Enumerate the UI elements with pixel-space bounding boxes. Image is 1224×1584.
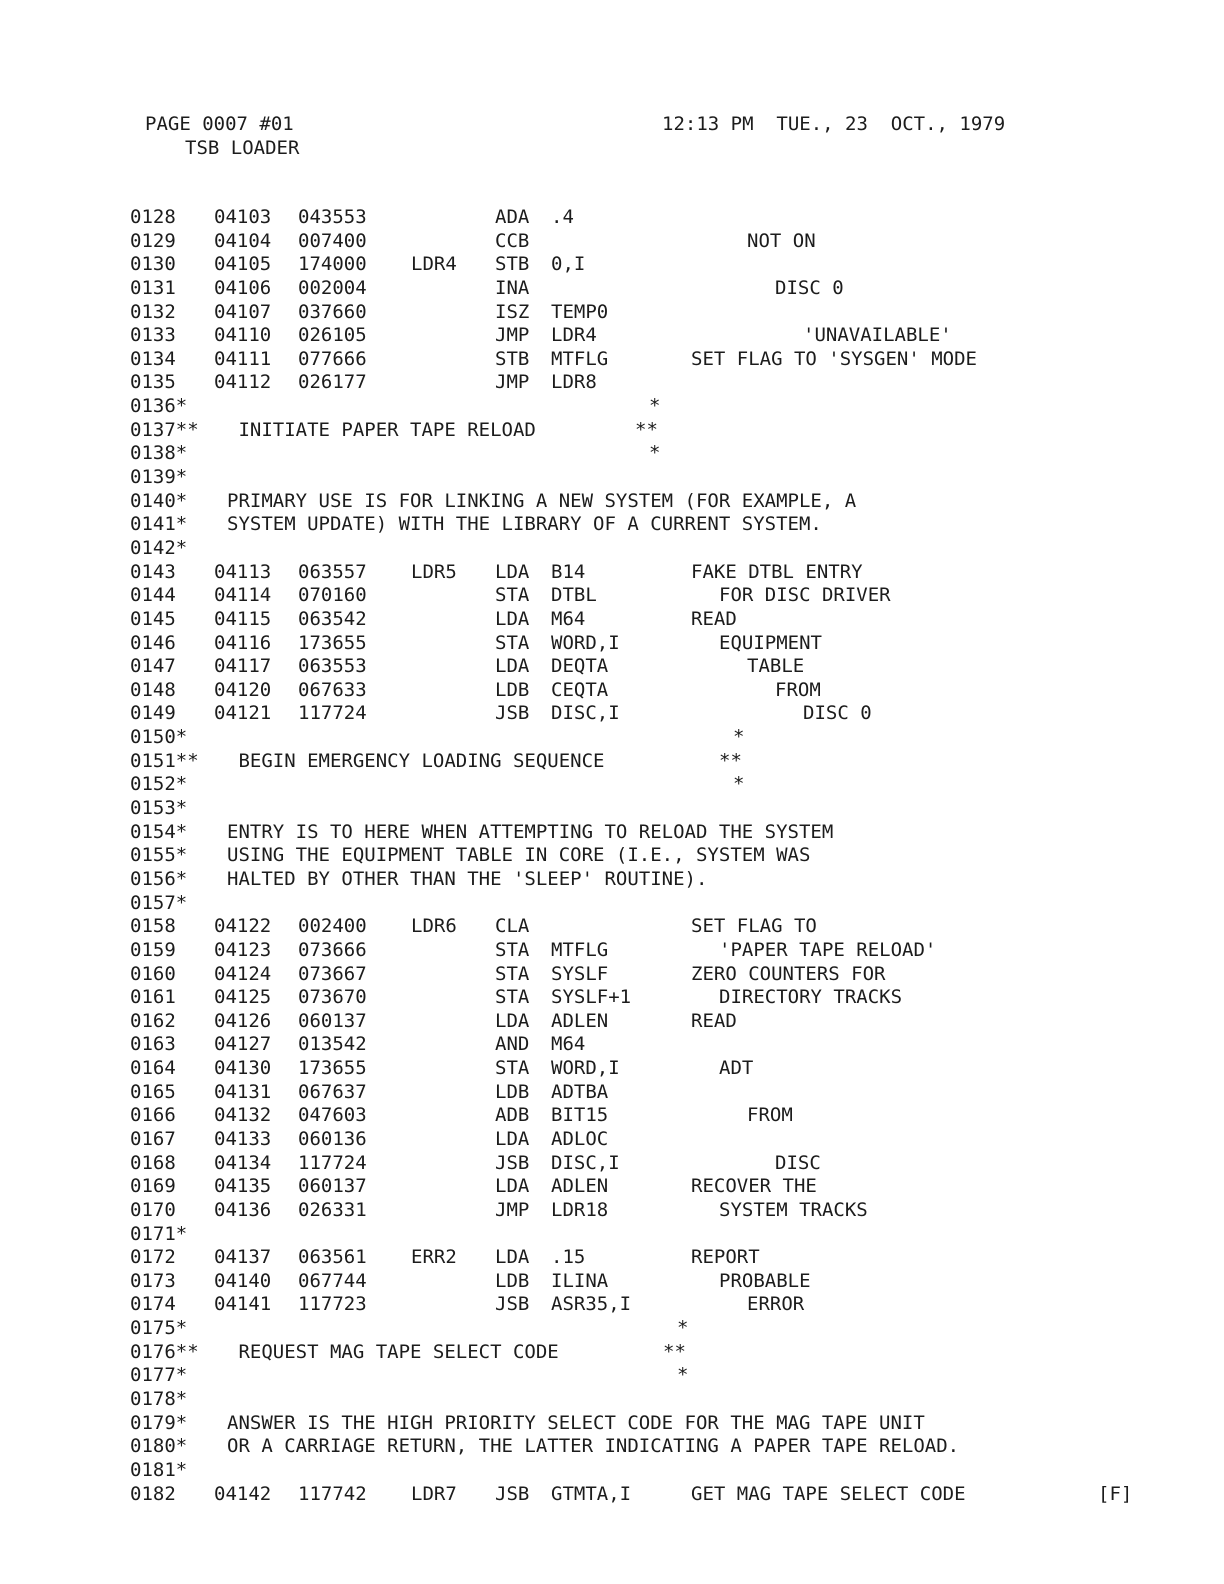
listing-line	[130, 844, 1130, 868]
listing-line	[130, 821, 1130, 845]
memory-address: 04113	[214, 560, 272, 583]
line-number: 0155*	[130, 844, 188, 867]
opcode: ADB	[495, 1104, 530, 1127]
comment-text: ANSWER IS THE HIGH PRIORITY SELECT CODE FOR THE MAG TAPE UNIT	[227, 1411, 925, 1434]
listing-line	[130, 253, 1130, 277]
line-number: 0180*	[130, 1435, 188, 1458]
line-number: 0150*	[130, 726, 188, 749]
line-number: 0166	[130, 1104, 176, 1127]
line-comment: READ	[691, 607, 737, 630]
memory-address: 04117	[214, 655, 272, 678]
operand: ADLEN	[551, 1009, 609, 1032]
line-number: 0182	[130, 1482, 176, 1505]
object-code: 077666	[298, 347, 367, 370]
line-number: 0144	[130, 584, 176, 607]
memory-address: 04120	[214, 678, 272, 701]
operand: M64	[551, 1033, 586, 1056]
memory-address: 04132	[214, 1104, 272, 1127]
memory-address: 04115	[214, 607, 272, 630]
line-number: 0137**	[130, 418, 199, 441]
assembly-listing	[130, 206, 1133, 1506]
line-comment: 'PAPER TAPE RELOAD'	[719, 938, 937, 961]
line-number: 0168	[130, 1151, 176, 1174]
memory-address: 04127	[214, 1033, 272, 1056]
object-code: 067637	[298, 1080, 367, 1103]
header-row-top	[145, 112, 1085, 136]
page-header	[145, 112, 1085, 160]
object-code: 060137	[298, 1009, 367, 1032]
listing-line	[130, 230, 1130, 254]
listing-line	[130, 750, 1130, 774]
line-comment: DISC	[775, 1151, 821, 1174]
listing-line	[130, 655, 1130, 679]
listing-line	[130, 1435, 1130, 1459]
line-number: 0136*	[130, 395, 188, 418]
listing-line	[130, 1199, 1130, 1223]
listing-line	[130, 1128, 1130, 1152]
listing-line	[130, 1459, 1130, 1483]
memory-address: 04126	[214, 1009, 272, 1032]
opcode: ISZ	[495, 300, 530, 323]
comment-text: REQUEST MAG TAPE SELECT CODE	[227, 1340, 559, 1363]
opcode: JMP	[495, 1198, 530, 1221]
line-comment: TABLE	[747, 655, 805, 678]
line-number: 0169	[130, 1175, 176, 1198]
listing-line	[130, 726, 1130, 750]
operand: .15	[551, 1246, 586, 1269]
operand: MTFLG	[551, 347, 609, 370]
operand: DISC,I	[551, 1151, 620, 1174]
memory-address: 04131	[214, 1080, 272, 1103]
line-number: 0159	[130, 938, 176, 961]
object-code: 002400	[298, 915, 367, 938]
opcode: JSB	[495, 1293, 530, 1316]
memory-address: 04125	[214, 986, 272, 1009]
listing-line	[130, 371, 1130, 395]
line-number: 0157*	[130, 891, 188, 914]
operand: ASR35,I	[551, 1293, 632, 1316]
operand: LDR18	[551, 1198, 609, 1221]
line-comment: EQUIPMENT	[719, 631, 822, 654]
listing-line	[130, 1293, 1130, 1317]
line-comment: SYSTEM TRACKS	[719, 1198, 868, 1221]
line-number: 0138*	[130, 442, 188, 465]
opcode: LDB	[495, 678, 530, 701]
line-number: 0130	[130, 253, 176, 276]
comment-text: OR A CARRIAGE RETURN, THE LATTER INDICATING A PAPER TAPE RELOAD.	[227, 1435, 960, 1458]
opcode: JSB	[495, 702, 530, 725]
object-code: 026105	[298, 324, 367, 347]
line-number: 0143	[130, 560, 176, 583]
symbol-label: LDR7	[411, 1482, 457, 1505]
comment-text: INITIATE PAPER TAPE RELOAD	[227, 418, 536, 441]
object-code: 173655	[298, 1057, 367, 1080]
listing-line	[130, 442, 1130, 466]
opcode: LDA	[495, 1246, 530, 1269]
line-comment: PROBABLE	[719, 1269, 811, 1292]
opcode: JMP	[495, 371, 530, 394]
object-code: 060137	[298, 1175, 367, 1198]
comment-stars: **	[663, 1340, 686, 1363]
line-number: 0173	[130, 1269, 176, 1292]
object-code: 067633	[298, 678, 367, 701]
listing-line	[130, 632, 1130, 656]
listing-line	[130, 561, 1130, 585]
memory-address: 04103	[214, 206, 272, 228]
opcode: STA	[495, 584, 530, 607]
opcode: LDB	[495, 1080, 530, 1103]
line-comment: DISC 0	[775, 276, 844, 299]
line-number: 0163	[130, 1033, 176, 1056]
listing-line	[130, 963, 1130, 987]
memory-address: 04106	[214, 276, 272, 299]
line-number: 0152*	[130, 773, 188, 796]
memory-address: 04135	[214, 1175, 272, 1198]
listing-line	[130, 608, 1130, 632]
listing-line	[130, 1412, 1130, 1436]
comment-stars: *	[677, 1364, 689, 1387]
listing-line	[130, 1270, 1130, 1294]
line-number: 0176**	[130, 1340, 199, 1363]
line-comment: SET FLAG TO 'SYSGEN' MODE	[691, 347, 977, 370]
line-comment: FROM	[747, 1104, 793, 1127]
line-number: 0171*	[130, 1222, 188, 1245]
operand: WORD,I	[551, 1057, 620, 1080]
opcode: LDA	[495, 1127, 530, 1150]
page-marker: [F]	[1098, 1482, 1133, 1505]
line-number: 0139*	[130, 466, 188, 489]
opcode: STA	[495, 631, 530, 654]
line-number: 0148	[130, 678, 176, 701]
operand: .4	[551, 206, 574, 228]
line-comment: REPORT	[691, 1246, 760, 1269]
memory-address: 04134	[214, 1151, 272, 1174]
listing-line	[130, 892, 1130, 916]
line-comment: SET FLAG TO	[691, 915, 817, 938]
line-number: 0164	[130, 1057, 176, 1080]
comment-text: SYSTEM UPDATE) WITH THE LIBRARY OF A CURRENT SYSTEM.	[227, 513, 822, 536]
listing-line	[130, 1246, 1130, 1270]
line-number: 0178*	[130, 1388, 188, 1411]
listing-line	[130, 1152, 1130, 1176]
opcode: STB	[495, 253, 530, 276]
object-code: 043553	[298, 206, 367, 228]
line-number: 0167	[130, 1127, 176, 1150]
listing-line	[130, 1081, 1130, 1105]
object-code: 002004	[298, 276, 367, 299]
listing-line	[130, 1033, 1130, 1057]
listing-line	[130, 348, 1130, 372]
comment-stars: *	[677, 1317, 689, 1340]
operand: SYSLF	[551, 962, 609, 985]
listing-line	[130, 1175, 1130, 1199]
print-timestamp: 12:13 PM TUE., 23 OCT., 1979	[662, 113, 1006, 135]
line-comment: ADT	[719, 1057, 754, 1080]
memory-address: 04133	[214, 1127, 272, 1150]
listing-line	[130, 1223, 1130, 1247]
line-number: 0170	[130, 1198, 176, 1221]
line-comment: DISC 0	[803, 702, 872, 725]
listing-line	[130, 1341, 1130, 1365]
header-row-program	[145, 136, 1085, 160]
memory-address: 04142	[214, 1482, 272, 1505]
listing-line	[130, 679, 1130, 703]
object-code: 067744	[298, 1269, 367, 1292]
operand: ADLEN	[551, 1175, 609, 1198]
comment-text: USING THE EQUIPMENT TABLE IN CORE (I.E., SYSTEM WAS	[227, 844, 811, 867]
opcode: LDA	[495, 560, 530, 583]
comment-text: ENTRY IS TO HERE WHEN ATTEMPTING TO RELOAD THE SYSTEM	[227, 820, 834, 843]
listing-line	[130, 1104, 1130, 1128]
listing-line	[130, 1317, 1130, 1341]
program-name: TSB LOADER	[185, 137, 300, 159]
line-number: 0162	[130, 1009, 176, 1032]
memory-address: 04105	[214, 253, 272, 276]
listing-line	[130, 513, 1130, 537]
symbol-label: LDR6	[411, 915, 457, 938]
line-number: 0147	[130, 655, 176, 678]
line-number: 0175*	[130, 1317, 188, 1340]
listing-line	[130, 1010, 1130, 1034]
memory-address: 04110	[214, 324, 272, 347]
operand: DISC,I	[551, 702, 620, 725]
memory-address: 04104	[214, 229, 272, 252]
comment-stars: **	[719, 749, 742, 772]
opcode: INA	[495, 276, 530, 299]
opcode: LDA	[495, 607, 530, 630]
line-number: 0129	[130, 229, 176, 252]
line-number: 0179*	[130, 1411, 188, 1434]
listing-line	[130, 1057, 1130, 1081]
object-code: 007400	[298, 229, 367, 252]
line-number: 0181*	[130, 1458, 188, 1481]
operand: MTFLG	[551, 938, 609, 961]
operand: LDR8	[551, 371, 597, 394]
listing-line	[130, 206, 1130, 230]
line-number: 0134	[130, 347, 176, 370]
operand: ILINA	[551, 1269, 609, 1292]
object-code: 060136	[298, 1127, 367, 1150]
listing-line	[130, 915, 1130, 939]
line-number: 0153*	[130, 797, 188, 820]
symbol-label: LDR5	[411, 560, 457, 583]
object-code: 047603	[298, 1104, 367, 1127]
object-code: 117724	[298, 1151, 367, 1174]
listing-line	[130, 301, 1130, 325]
line-number: 0145	[130, 607, 176, 630]
line-number: 0161	[130, 986, 176, 1009]
line-number: 0140*	[130, 489, 188, 512]
comment-stars: *	[649, 442, 661, 465]
opcode: CLA	[495, 915, 530, 938]
operand: DTBL	[551, 584, 597, 607]
opcode: CCB	[495, 229, 530, 252]
line-number: 0149	[130, 702, 176, 725]
memory-address: 04123	[214, 938, 272, 961]
operand: LDR4	[551, 324, 597, 347]
listing-line	[130, 466, 1130, 490]
memory-address: 04141	[214, 1293, 272, 1316]
memory-address: 04107	[214, 300, 272, 323]
listing-line	[130, 584, 1130, 608]
line-number: 0156*	[130, 867, 188, 890]
object-code: 037660	[298, 300, 367, 323]
line-number: 0131	[130, 276, 176, 299]
line-number: 0141*	[130, 513, 188, 536]
operand: DEQTA	[551, 655, 609, 678]
memory-address: 04140	[214, 1269, 272, 1292]
symbol-label: LDR4	[411, 253, 457, 276]
line-comment: RECOVER THE	[691, 1175, 817, 1198]
comment-stars: *	[733, 773, 745, 796]
listing-line	[130, 490, 1130, 514]
operand: CEQTA	[551, 678, 609, 701]
object-code: 070160	[298, 584, 367, 607]
memory-address: 04121	[214, 702, 272, 725]
object-code: 063557	[298, 560, 367, 583]
line-comment: ERROR	[747, 1293, 805, 1316]
object-code: 173655	[298, 631, 367, 654]
opcode: STA	[495, 1057, 530, 1080]
object-code: 063553	[298, 655, 367, 678]
line-comment: FOR DISC DRIVER	[719, 584, 891, 607]
listing-line	[130, 1364, 1130, 1388]
comment-text: BEGIN EMERGENCY LOADING SEQUENCE	[227, 749, 605, 772]
page-id: PAGE 0007 #01	[145, 113, 294, 135]
line-comment: NOT ON	[747, 229, 816, 252]
operand: B14	[551, 560, 586, 583]
comment-text: HALTED BY OTHER THAN THE 'SLEEP' ROUTINE).	[227, 867, 708, 890]
opcode: STA	[495, 938, 530, 961]
line-number: 0132	[130, 300, 176, 323]
listing-line	[130, 324, 1130, 348]
object-code: 013542	[298, 1033, 367, 1056]
line-number: 0177*	[130, 1364, 188, 1387]
listing-line	[130, 1482, 1133, 1507]
opcode: LDA	[495, 1175, 530, 1198]
opcode: AND	[495, 1033, 530, 1056]
object-code: 073666	[298, 938, 367, 961]
object-code: 026177	[298, 371, 367, 394]
opcode: LDA	[495, 655, 530, 678]
line-number: 0133	[130, 324, 176, 347]
object-code: 063542	[298, 607, 367, 630]
comment-text: PRIMARY USE IS FOR LINKING A NEW SYSTEM (FOR EXAMPLE, A	[227, 489, 857, 512]
opcode: JSB	[495, 1151, 530, 1174]
memory-address: 04136	[214, 1198, 272, 1221]
object-code: 073670	[298, 986, 367, 1009]
operand: ADLOC	[551, 1127, 609, 1150]
memory-address: 04137	[214, 1246, 272, 1269]
memory-address: 04124	[214, 962, 272, 985]
opcode: ADA	[495, 206, 530, 228]
line-number: 0146	[130, 631, 176, 654]
opcode: LDB	[495, 1269, 530, 1292]
opcode: LDA	[495, 1009, 530, 1032]
listing-line	[130, 702, 1130, 726]
comment-stars: *	[733, 726, 745, 749]
opcode: STA	[495, 986, 530, 1009]
listing-line	[130, 939, 1130, 963]
line-number: 0142*	[130, 536, 188, 559]
operand: BIT15	[551, 1104, 609, 1127]
listing-line	[130, 1388, 1130, 1412]
line-number: 0151**	[130, 749, 199, 772]
line-number: 0158	[130, 915, 176, 938]
operand: WORD,I	[551, 631, 620, 654]
memory-address: 04122	[214, 915, 272, 938]
operand: 0,I	[551, 253, 586, 276]
object-code: 117723	[298, 1293, 367, 1316]
comment-stars: *	[649, 395, 661, 418]
line-comment: GET MAG TAPE SELECT CODE	[691, 1482, 966, 1505]
line-number: 0128	[130, 206, 176, 228]
listing-line	[130, 797, 1130, 821]
object-code: 117742	[298, 1482, 367, 1505]
operand: TEMP0	[551, 300, 609, 323]
object-code: 117724	[298, 702, 367, 725]
operand: GTMTA,I	[551, 1482, 632, 1505]
opcode: STA	[495, 962, 530, 985]
object-code: 063561	[298, 1246, 367, 1269]
opcode: JSB	[495, 1482, 530, 1505]
memory-address: 04116	[214, 631, 272, 654]
line-number: 0160	[130, 962, 176, 985]
operand: ADTBA	[551, 1080, 609, 1103]
object-code: 174000	[298, 253, 367, 276]
memory-address: 04111	[214, 347, 272, 370]
line-comment: FAKE DTBL ENTRY	[691, 560, 863, 583]
listing-line	[130, 277, 1130, 301]
line-number: 0154*	[130, 820, 188, 843]
line-number: 0174	[130, 1293, 176, 1316]
object-code: 073667	[298, 962, 367, 985]
line-number: 0165	[130, 1080, 176, 1103]
operand: M64	[551, 607, 586, 630]
operand: SYSLF+1	[551, 986, 632, 1009]
opcode: JMP	[495, 324, 530, 347]
line-comment: READ	[691, 1009, 737, 1032]
memory-address: 04112	[214, 371, 272, 394]
memory-address: 04114	[214, 584, 272, 607]
line-comment: ZERO COUNTERS FOR	[691, 962, 886, 985]
listing-line	[130, 868, 1130, 892]
opcode: STB	[495, 347, 530, 370]
object-code: 026331	[298, 1198, 367, 1221]
comment-stars: **	[635, 418, 658, 441]
line-number: 0172	[130, 1246, 176, 1269]
listing-line	[130, 537, 1130, 561]
line-comment: FROM	[775, 678, 821, 701]
line-comment: DIRECTORY TRACKS	[719, 986, 903, 1009]
line-number: 0135	[130, 371, 176, 394]
line-comment: 'UNAVAILABLE'	[803, 324, 952, 347]
listing-line	[130, 395, 1130, 419]
listing-line	[130, 773, 1130, 797]
symbol-label: ERR2	[411, 1246, 457, 1269]
memory-address: 04130	[214, 1057, 272, 1080]
listing-line	[130, 419, 1130, 443]
listing-line	[130, 986, 1130, 1010]
